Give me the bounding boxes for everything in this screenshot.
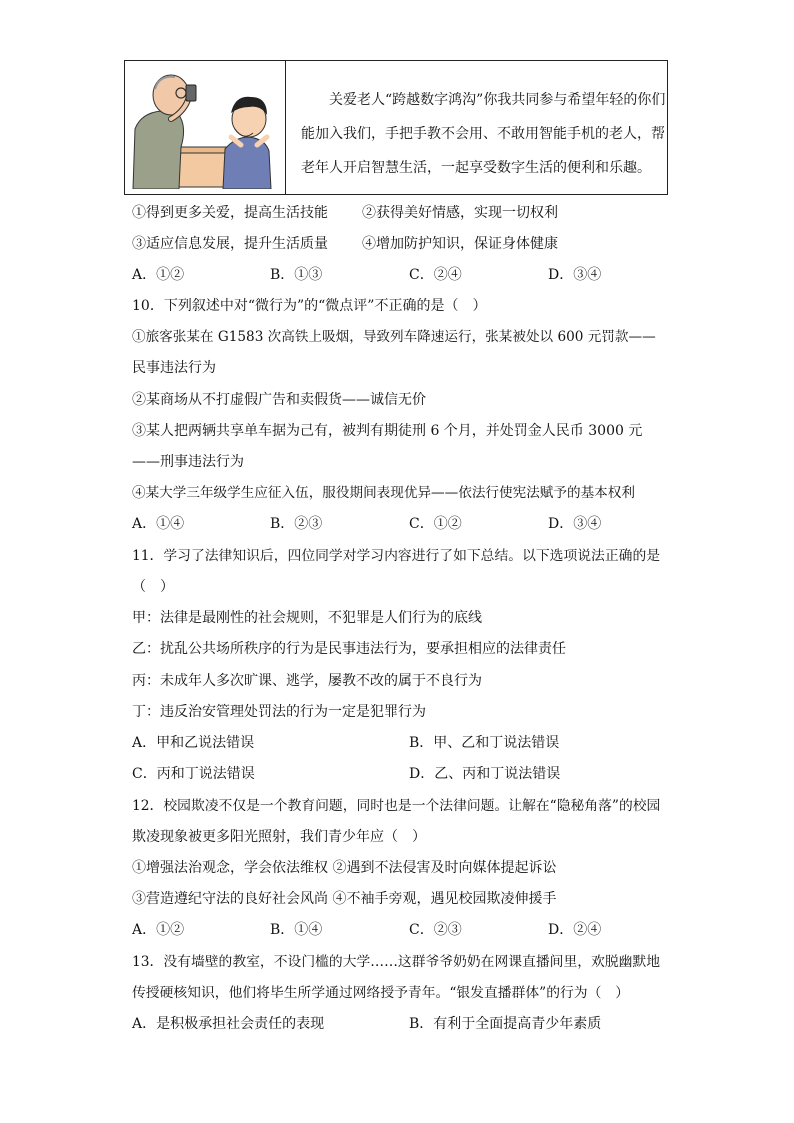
q9-statement-4: ④增加防护知识，保证身体健康 <box>362 236 558 252</box>
q10-option-a[interactable]: A．①④ <box>132 516 185 532</box>
q10-item-4: ④某大学三年级学生应征入伍，服役期间表现优异——依法行使宪法赋予的基本权利 <box>132 485 635 501</box>
cartoon-illustration <box>131 67 279 189</box>
q11-jia: 甲：法律是最刚性的社会规则，不犯罪是人们行为的底线 <box>132 610 482 626</box>
q13-option-a[interactable]: A．是积极承担社会责任的表现 <box>132 1016 325 1032</box>
q9-option-d[interactable]: D．③④ <box>548 267 602 283</box>
intro-text <box>301 83 666 185</box>
q10-item-1b: 民事违法行为 <box>132 360 216 376</box>
q10-item-3b: ——刑事违法行为 <box>132 454 244 470</box>
q13-stem-2: 传授硬核知识，他们将毕生所学通过网络授予青年。“银发直播群体”的行为（ ） <box>132 985 629 1001</box>
q9-statement-3: ③适应信息发展，提升生活质量 <box>132 236 328 252</box>
intro-box <box>124 60 668 195</box>
intro-line-3: 老年人开启智慧生活，一起享受数字生活的便利和乐趣。 <box>301 160 651 176</box>
q10-option-c[interactable]: C．①② <box>409 516 462 532</box>
intro-line-1: 关爱老人“跨越数字鸿沟”你我共同参与希望年轻的你们 <box>329 92 666 108</box>
q11-yi: 乙：扰乱公共场所秩序的行为是民事违法行为，要承担相应的法律责任 <box>132 641 566 657</box>
q12-stem-1: 12．校园欺凌不仅是一个教育问题，同时也是一个法律问题。让解在“隐秘角落”的校园 <box>132 798 661 814</box>
q13-stem-1: 13．没有墙壁的教室，不设门槛的大学……这群爷爷奶奶在网课直播间里，欢脱幽默地 <box>132 954 661 970</box>
intro-line-2: 能加入我们，手把手教不会用、不敢用智能手机的老人，帮 <box>301 126 665 142</box>
q12-statements-34: ③营造遵纪守法的良好社会风尚 ④不袖手旁观，遇见校园欺凌伸援手 <box>132 891 557 907</box>
q10-item-1a: ①旅客张某在 G1583 次高铁上吸烟，导致列车降速运行，张某被处以 600 元罚款—— <box>132 329 656 345</box>
q9-option-b[interactable]: B．①③ <box>270 267 323 283</box>
q10-item-2: ②某商场从不打虚假广告和卖假货——诚信无价 <box>132 392 426 408</box>
q12-option-a[interactable]: A．①② <box>132 922 185 938</box>
q12-option-d[interactable]: D．②④ <box>548 922 602 938</box>
q9-option-a[interactable]: A．①② <box>132 267 185 283</box>
q11-ding: 丁：违反治安管理处罚法的行为一定是犯罪行为 <box>132 704 426 720</box>
q11-bing: 丙：未成年人多次旷课、逃学，屡教不改的属于不良行为 <box>132 673 482 689</box>
q9-statement-2: ②获得美好情感，实现一切权利 <box>362 205 558 221</box>
q11-option-c[interactable]: C．丙和丁说法错误 <box>132 766 255 782</box>
q9-option-c[interactable]: C．②④ <box>409 267 462 283</box>
q11-option-a[interactable]: A．甲和乙说法错误 <box>132 735 255 751</box>
q12-option-b[interactable]: B．①④ <box>270 922 323 938</box>
q12-option-c[interactable]: C．②③ <box>409 922 462 938</box>
q12-statements-12: ①增强法治观念，学会依法维权 ②遇到不法侵害及时向媒体提起诉讼 <box>132 860 557 876</box>
q9-statement-1: ①得到更多关爱，提高生活技能 <box>132 205 328 221</box>
q10-stem: 10．下列叙述中对“微行为”的“微点评”不正确的是（ ） <box>132 298 487 314</box>
q10-item-3a: ③某人把两辆共享单车据为己有，被判有期徒刑 6 个月，并处罚金人民币 3000 元 <box>132 423 643 439</box>
q12-stem-2: 欺凌现象被更多阳光照射，我们青少年应（ ） <box>132 829 426 845</box>
q11-option-d[interactable]: D．乙、丙和丁说法错误 <box>409 766 561 782</box>
q11-stem: 11．学习了法律知识后，四位同学对学习内容进行了如下总结。以下选项说法正确的是 <box>132 548 661 564</box>
q13-option-b[interactable]: B．有利于全面提高青少年素质 <box>409 1016 602 1032</box>
box-divider <box>285 61 286 194</box>
q11-paren: （ ） <box>132 579 174 595</box>
q11-option-b[interactable]: B．甲、乙和丁说法错误 <box>409 735 560 751</box>
q10-option-d[interactable]: D．③④ <box>548 516 602 532</box>
q10-option-b[interactable]: B．②③ <box>270 516 323 532</box>
